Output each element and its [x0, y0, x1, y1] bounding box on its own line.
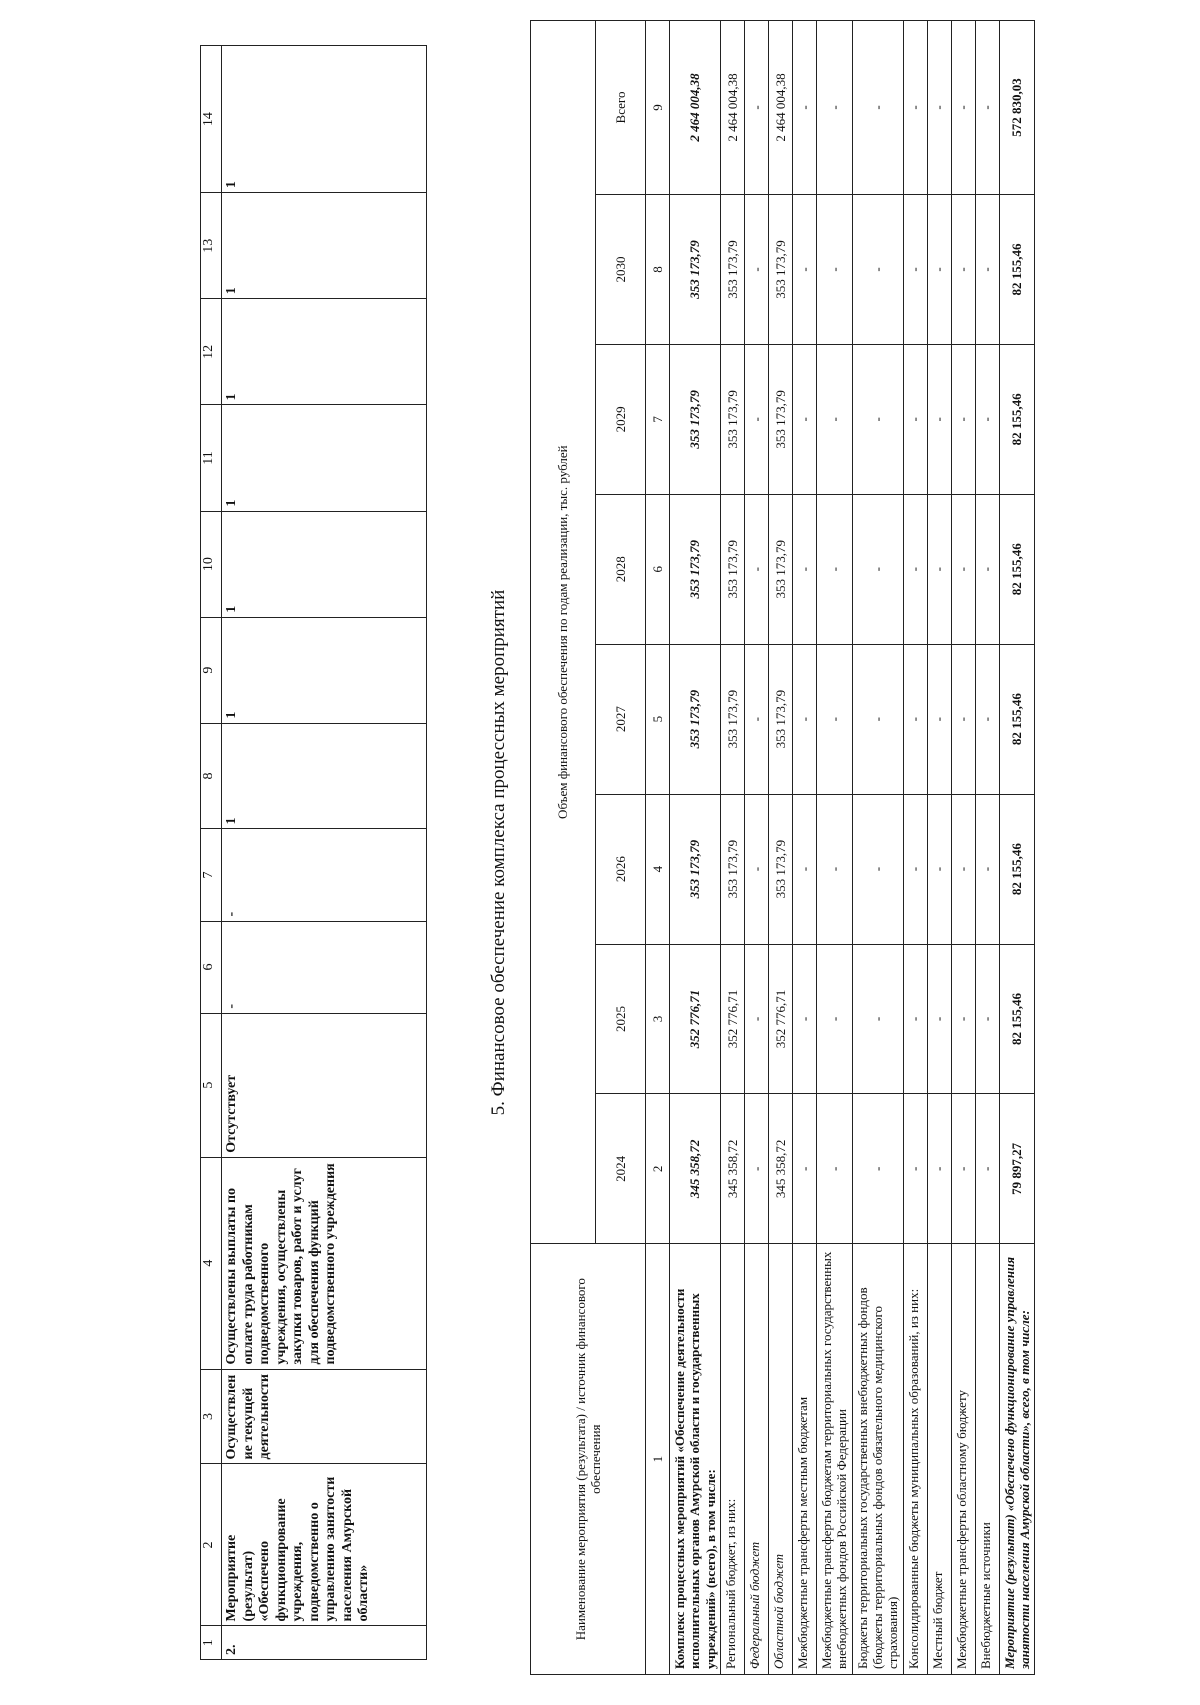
t2-value-cell: - — [744, 1094, 768, 1244]
t2-value-cell: - — [816, 1094, 852, 1244]
t2-value-cell: - — [927, 794, 951, 944]
t2-value-cell: - — [852, 644, 903, 794]
t2-value-cell: - — [792, 344, 816, 494]
t2-value-cell: - — [744, 794, 768, 944]
activity-table — [200, 45, 427, 1660]
t2-value-cell: - — [903, 644, 927, 794]
t2-value-cell: - — [975, 944, 999, 1094]
t2-value-cell: 82 155,46 — [999, 344, 1035, 494]
t2-row-label: Межбюджетные трансферты бюджетам территориальных государственных внебюджетных фондов Российской Федерации — [816, 1244, 852, 1675]
t2-row-label: Местный бюджет — [927, 1244, 951, 1675]
t2-value-cell: - — [852, 344, 903, 494]
t2-value-cell: - — [852, 1094, 903, 1244]
t1-row-number: 2. — [222, 1626, 427, 1660]
t2-value-cell: - — [927, 344, 951, 494]
t2-value-cell: 353 173,79 — [670, 644, 721, 794]
t2-value-cell: - — [852, 494, 903, 644]
t2-value-cell: - — [951, 794, 975, 944]
table-row — [744, 21, 768, 1675]
t1-col-header: 4 — [201, 1157, 222, 1369]
t2-col-number: 8 — [646, 194, 670, 344]
t2-value-cell: - — [816, 494, 852, 644]
t2-value-cell: - — [744, 344, 768, 494]
table-row — [852, 21, 903, 1675]
t2-value-cell: 2 464 004,38 — [670, 21, 721, 195]
t2-value-cell: - — [927, 1094, 951, 1244]
table-row — [768, 21, 792, 1675]
t2-value-cell: - — [975, 644, 999, 794]
t1-cell-10: 1 — [222, 511, 427, 617]
t1-col-header: 9 — [201, 617, 222, 723]
table1-header-row — [201, 46, 222, 1660]
t2-value-cell: - — [903, 194, 927, 344]
t2-value-cell: - — [792, 644, 816, 794]
t2-value-cell: 82 155,46 — [999, 644, 1035, 794]
t2-row-label: Межбюджетные трансферты местным бюджетам — [792, 1244, 816, 1675]
t2-value-cell: - — [792, 944, 816, 1094]
t2-col-number: 6 — [646, 494, 670, 644]
t1-cell-9: 1 — [222, 617, 427, 723]
t2-col-number: 1 — [646, 1244, 670, 1675]
table-row — [975, 21, 999, 1675]
t2-value-cell: 353 173,79 — [768, 794, 792, 944]
t2-value-cell: 353 173,79 — [768, 494, 792, 644]
t1-col-header: 12 — [201, 299, 222, 405]
t2-value-cell: 353 173,79 — [768, 194, 792, 344]
t2-value-cell: - — [951, 1094, 975, 1244]
t2-value-cell: 345 358,72 — [768, 1094, 792, 1244]
t1-col-header: 13 — [201, 193, 222, 299]
t2-row-label: Консолидированные бюджеты муниципальных образований, из них: — [903, 1244, 927, 1675]
t2-value-cell: - — [927, 21, 951, 195]
financing-table — [530, 20, 1035, 1675]
t1-cell-14: 1 — [222, 46, 427, 193]
t1-col-header: 14 — [201, 46, 222, 193]
t2-value-cell: 345 358,72 — [670, 1094, 721, 1244]
t2-row-label: Мероприятие (результат) «Обеспечено функционирование управления занятости населения Амурской области», всего, в том числе: — [999, 1244, 1035, 1675]
table-row — [999, 21, 1035, 1675]
t2-value-cell: - — [816, 794, 852, 944]
t2-value-cell: 353 173,79 — [768, 344, 792, 494]
t2-value-cell: - — [903, 944, 927, 1094]
t1-cell-8: 1 — [222, 723, 427, 829]
t2-value-cell: 353 173,79 — [720, 794, 744, 944]
t1-col-header: 6 — [201, 921, 222, 1013]
t2-value-cell: - — [975, 21, 999, 195]
t2-value-cell: - — [852, 194, 903, 344]
t2-value-cell: 345 358,72 — [720, 1094, 744, 1244]
t2-row-label: Внебюджетные источники — [975, 1244, 999, 1675]
table-row — [927, 21, 951, 1675]
t1-col-header: 7 — [201, 829, 222, 921]
table-row — [720, 21, 744, 1675]
t2-value-cell: - — [792, 794, 816, 944]
t2-value-cell: - — [975, 794, 999, 944]
t2-value-cell: - — [816, 944, 852, 1094]
t2-value-cell: 353 173,79 — [670, 194, 721, 344]
t2-value-cell: 352 776,71 — [670, 944, 721, 1094]
t2-value-cell: - — [975, 494, 999, 644]
t2-row-label: Бюджеты территориальных государственных внебюджетных фондов (бюджеты территориальных фондов обязательного медицинского страхования) — [852, 1244, 903, 1675]
t2-value-cell: 353 173,79 — [670, 494, 721, 644]
t1-col-header: 1 — [201, 1626, 222, 1660]
t2-value-cell: - — [903, 344, 927, 494]
table-row — [951, 21, 975, 1675]
t2-year-header: 2029 — [596, 344, 646, 494]
t1-cell-7: - — [222, 829, 427, 921]
t2-value-cell: - — [951, 644, 975, 794]
t2-year-header: 2024 — [596, 1094, 646, 1244]
t2-value-cell: - — [744, 644, 768, 794]
t2-value-cell: - — [792, 1094, 816, 1244]
t1-col-header: 3 — [201, 1369, 222, 1464]
t2-value-cell: - — [975, 1094, 999, 1244]
t2-name-header: Наименование мероприятия (результата) / источник финансового обеспечения — [531, 1244, 646, 1675]
t2-year-header: 2025 — [596, 944, 646, 1094]
t2-value-cell: - — [951, 344, 975, 494]
t2-value-cell: - — [744, 194, 768, 344]
t1-activity-description: Осуществлены выплаты по оплате труда работникам подведомственного учреждения, осуществлены закупки товаров, работ и услуг для обеспечения функций подведомственного учреждения — [222, 1157, 427, 1369]
t2-row-label: Региональный бюджет, из них: — [720, 1244, 744, 1675]
t2-value-cell: 82 155,46 — [999, 194, 1035, 344]
t2-header-row — [531, 21, 596, 1675]
t2-value-cell: 353 173,79 — [720, 194, 744, 344]
table-row — [816, 21, 852, 1675]
t2-value-cell: - — [927, 644, 951, 794]
t2-value-cell: 353 173,79 — [670, 794, 721, 944]
t2-value-cell: - — [792, 194, 816, 344]
t2-value-cell: - — [816, 644, 852, 794]
t2-col-number: 2 — [646, 1094, 670, 1244]
t2-value-cell: - — [975, 344, 999, 494]
t2-col-number: 9 — [646, 21, 670, 195]
t1-col-header: 10 — [201, 511, 222, 617]
t2-value-cell: - — [927, 194, 951, 344]
t2-value-cell: 2 464 004,38 — [720, 21, 744, 195]
t2-value-cell: - — [816, 194, 852, 344]
t2-value-cell: - — [792, 21, 816, 195]
t1-col-header: 2 — [201, 1464, 222, 1626]
t2-col-number: 7 — [646, 344, 670, 494]
t2-value-cell: - — [951, 944, 975, 1094]
t2-row-label: Федеральный бюджет — [744, 1244, 768, 1675]
t2-value-cell: - — [951, 494, 975, 644]
t2-row-label: Комплекс процессных мероприятий «Обеспечение деятельности исполнительных органов Амурской области и государственных учреждений» (всего), в том числе: — [670, 1244, 721, 1675]
table1-row — [222, 46, 427, 1660]
table-row — [903, 21, 927, 1675]
t2-value-cell: 82 155,46 — [999, 794, 1035, 944]
t2-value-cell: - — [951, 21, 975, 195]
t2-value-cell: - — [951, 194, 975, 344]
t2-value-cell: 2 464 004,38 — [768, 21, 792, 195]
t2-total-header: Всего — [596, 21, 646, 195]
t2-colnum-row — [646, 21, 670, 1675]
t2-value-cell: - — [903, 794, 927, 944]
table-row — [670, 21, 721, 1675]
t2-value-cell: 353 173,79 — [720, 494, 744, 644]
t2-value-cell: - — [816, 21, 852, 195]
t1-cell-11: 1 — [222, 405, 427, 511]
t1-cell-6: - — [222, 921, 427, 1013]
t2-value-cell: - — [927, 944, 951, 1094]
t2-value-cell: 353 173,79 — [720, 644, 744, 794]
t2-value-cell: - — [852, 944, 903, 1094]
t2-value-cell: 352 776,71 — [720, 944, 744, 1094]
t2-value-cell: 353 173,79 — [720, 344, 744, 494]
t2-value-cell: - — [903, 494, 927, 644]
t1-cell-12: 1 — [222, 299, 427, 405]
t2-col-number: 4 — [646, 794, 670, 944]
t2-value-cell: 572 830,03 — [999, 21, 1035, 195]
t2-value-cell: 79 897,27 — [999, 1094, 1035, 1244]
t2-value-cell: - — [816, 344, 852, 494]
t2-row-label: Межбюджетные трансферты областному бюджету — [951, 1244, 975, 1675]
t2-col-number: 3 — [646, 944, 670, 1094]
t2-value-cell: 82 155,46 — [999, 944, 1035, 1094]
t2-value-cell: 82 155,46 — [999, 494, 1035, 644]
t1-cell-5: Отсутствует — [222, 1013, 427, 1157]
section-title: 5. Финансовое обеспечение комплекса процессных мероприятий — [488, 589, 509, 1116]
t2-value-cell: - — [852, 794, 903, 944]
t1-col-header: 8 — [201, 723, 222, 829]
t2-value-cell: - — [903, 21, 927, 195]
t1-activity-type: Осуществлен ие текущей деятельности — [222, 1369, 427, 1464]
t2-value-cell: - — [744, 494, 768, 644]
t2-value-cell: - — [744, 944, 768, 1094]
t2-col-number: 5 — [646, 644, 670, 794]
t2-value-cell: - — [792, 494, 816, 644]
t2-value-cell: 353 173,79 — [768, 644, 792, 794]
t2-year-header: 2027 — [596, 644, 646, 794]
t1-col-header: 5 — [201, 1013, 222, 1157]
t2-year-header: 2026 — [596, 794, 646, 944]
t2-value-cell: - — [975, 194, 999, 344]
t2-value-cell: - — [903, 1094, 927, 1244]
t2-value-cell: - — [852, 21, 903, 195]
t2-year-header: 2028 — [596, 494, 646, 644]
table-row — [792, 21, 816, 1675]
t1-col-header: 11 — [201, 405, 222, 511]
t2-volume-header: Объем финансового обеспечения по годам реализации, тыс. рублей — [531, 21, 596, 1244]
t2-value-cell: - — [927, 494, 951, 644]
t2-year-header: 2030 — [596, 194, 646, 344]
t2-value-cell: 353 173,79 — [670, 344, 721, 494]
t1-cell-13: 1 — [222, 193, 427, 299]
t1-activity-name: Мероприятие (результат) «Обеспечено функционирование учреждения, подведомственно о управлению занятости населения Амурской области» — [222, 1464, 427, 1626]
t2-row-label: Областной бюджет — [768, 1244, 792, 1675]
t2-value-cell: - — [744, 21, 768, 195]
t2-value-cell: 352 776,71 — [768, 944, 792, 1094]
